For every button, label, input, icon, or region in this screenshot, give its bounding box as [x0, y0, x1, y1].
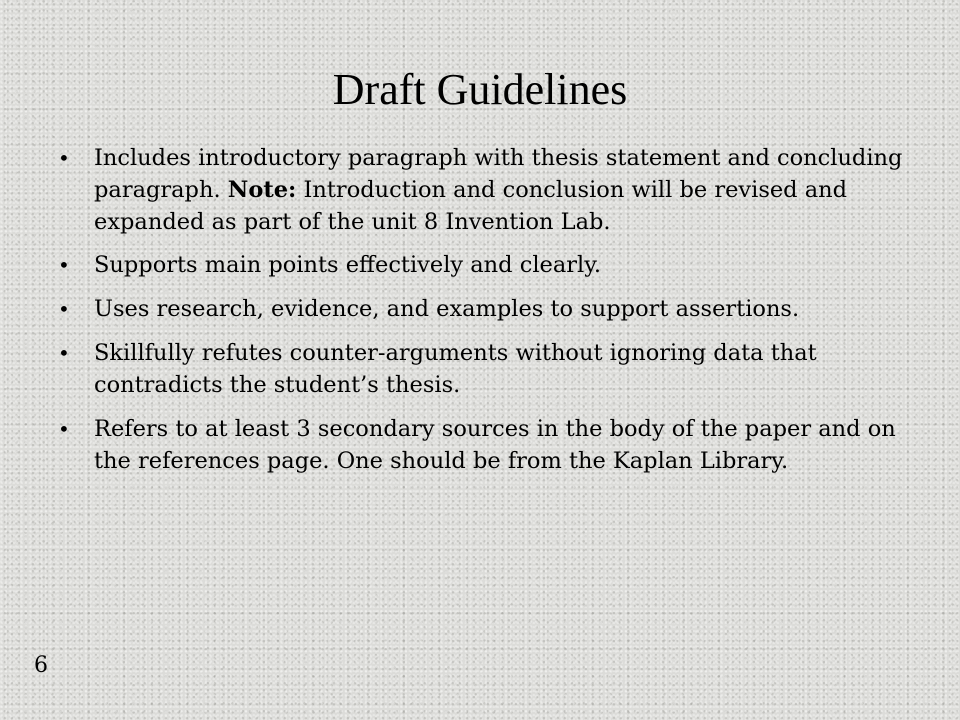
bullet-icon: •: [58, 341, 70, 365]
bullet-item-research: [58, 293, 908, 325]
bullet-item-sources: [58, 413, 908, 477]
bullet-text-continued: Introduction and conclusion will be revised and expanded as part of the unit 8 Invention Lab.: [94, 177, 848, 235]
bullet-icon: •: [58, 146, 70, 170]
bullet-item-intro: [58, 142, 908, 238]
note-label: Note:: [227, 177, 297, 203]
slide-title: Draft Guidelines: [332, 65, 628, 114]
bullet-item-refute: [58, 337, 908, 401]
bullet-text: Uses research, evidence, and examples to support assertions.: [94, 296, 800, 322]
bullet-text: Includes introductory paragraph with thesis statement and concluding paragraph.: [94, 145, 903, 203]
bullet-icon: •: [58, 417, 70, 441]
bullet-text: Supports main points effectively and clearly.: [94, 252, 602, 278]
bullet-icon: •: [58, 253, 70, 277]
bullet-text: Skillfully refutes counter-arguments without ignoring data that contradicts the student’s thesis.: [94, 340, 817, 398]
bullet-text: Refers to at least 3 secondary sources in the body of the paper and on the references page. One should be from the Kaplan Library.: [94, 416, 896, 474]
slide-number: 6: [34, 653, 48, 678]
bullet-item-support: [58, 249, 908, 281]
bullet-icon: •: [58, 297, 70, 321]
bullet-list: [58, 142, 908, 489]
